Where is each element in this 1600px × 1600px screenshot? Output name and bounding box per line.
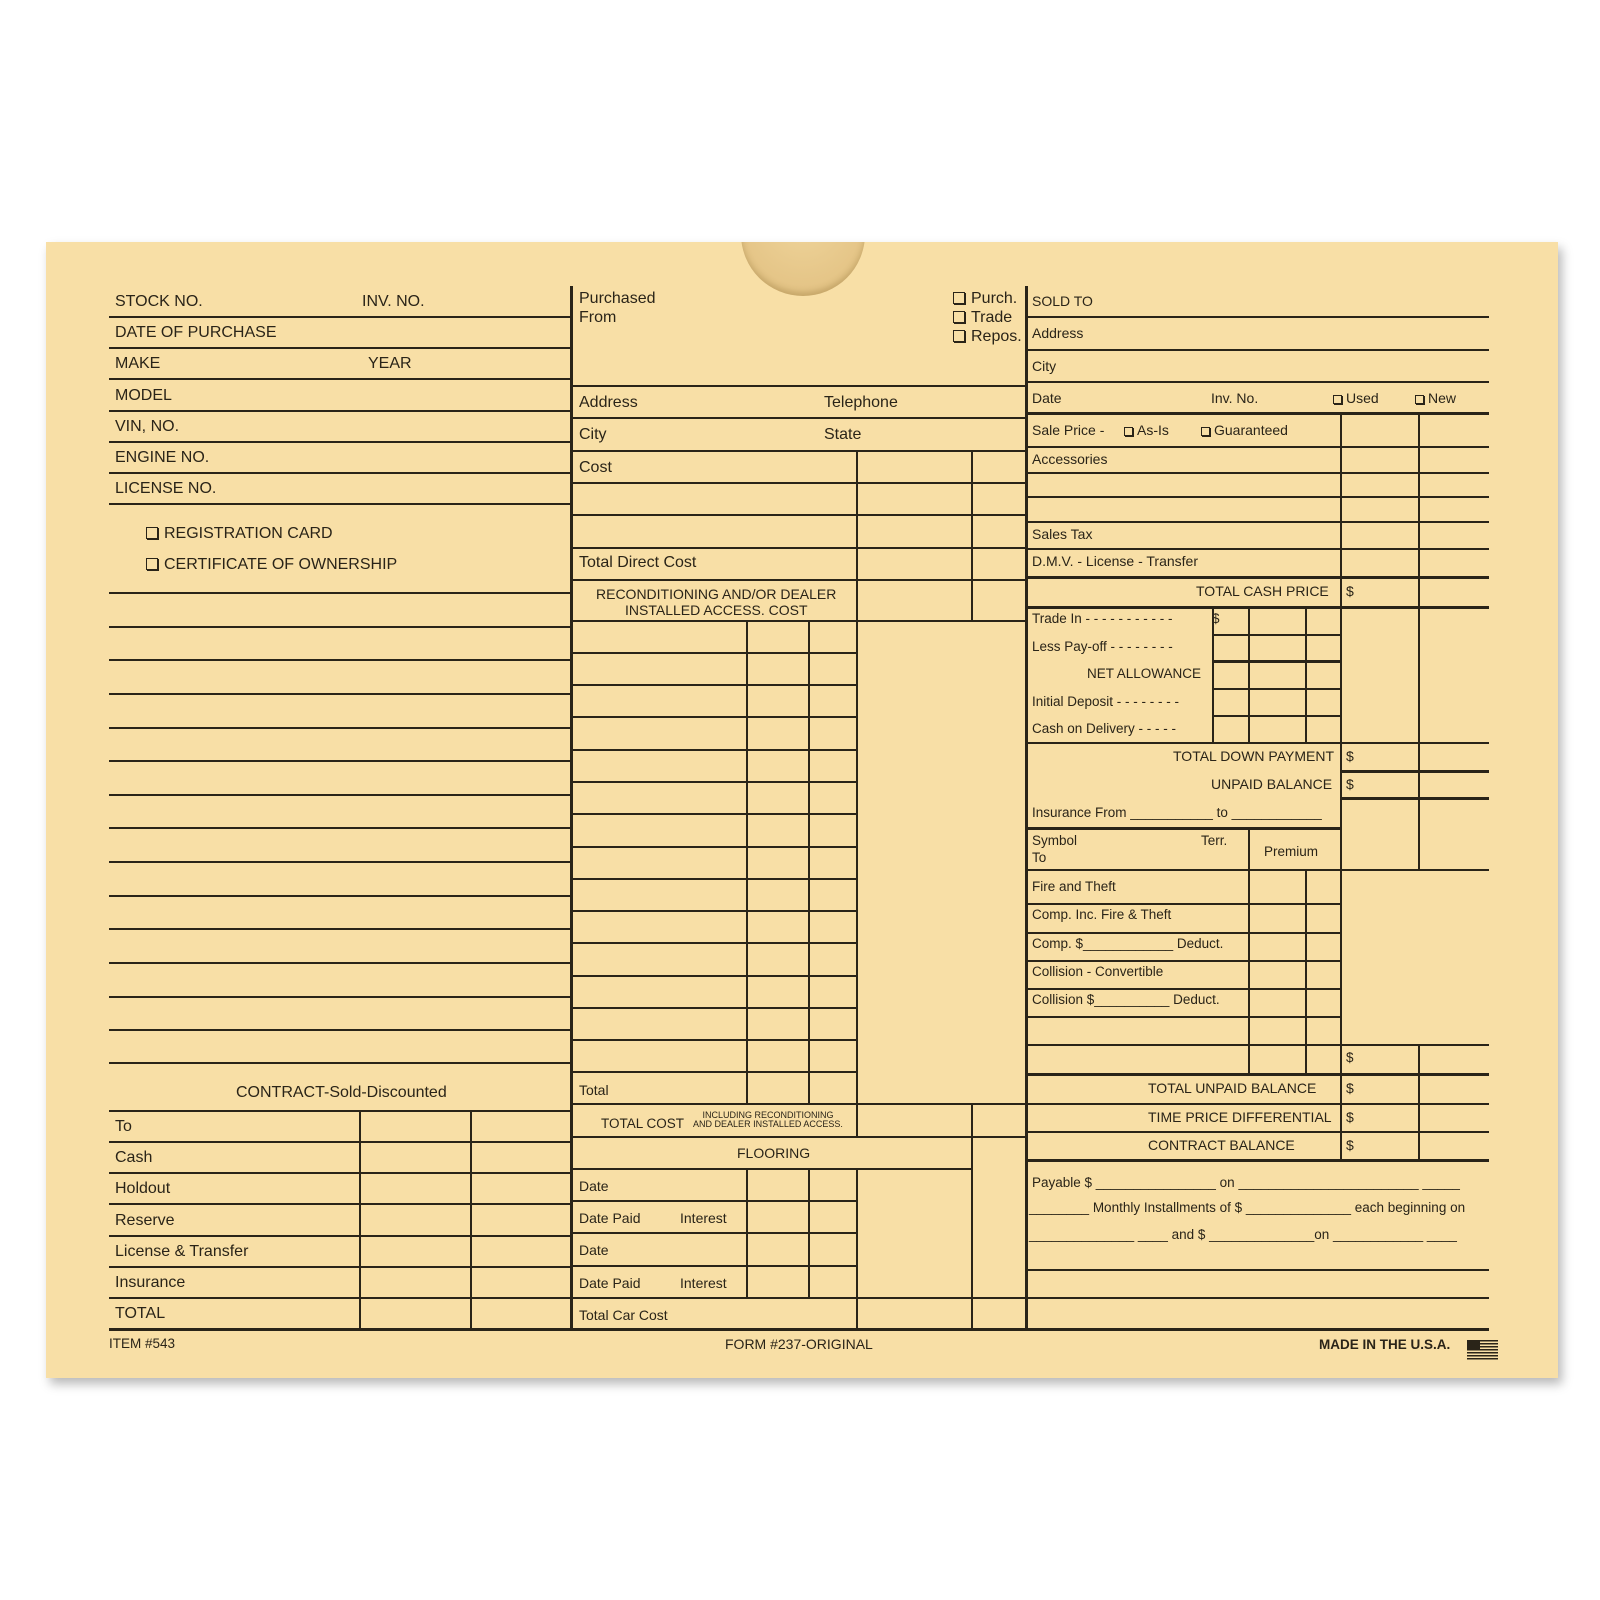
buyer-city-label: City bbox=[1032, 358, 1057, 374]
checkbox-icon bbox=[953, 311, 965, 323]
insurance-from-label: Insurance From ___________ to ____________ bbox=[1032, 805, 1322, 820]
total-cash-price-label: TOTAL CASH PRICE bbox=[1196, 583, 1329, 599]
item-number: ITEM #543 bbox=[109, 1336, 176, 1351]
certificate-of-ownership-label: CERTIFICATE OF OWNERSHIP bbox=[164, 556, 398, 573]
used-label: Used bbox=[1346, 390, 1379, 406]
purch-label: Purch. bbox=[971, 290, 1018, 307]
total-down-payment-label: TOTAL DOWN PAYMENT bbox=[1173, 748, 1335, 764]
trade-label: Trade bbox=[971, 309, 1013, 326]
contract-row-label: To bbox=[115, 1118, 132, 1135]
engine-no-label: ENGINE NO. bbox=[115, 449, 210, 466]
dollar-sign: $ bbox=[1346, 748, 1354, 764]
vin-no-label: VIN, NO. bbox=[115, 418, 180, 435]
recon-heading-line2: INSTALLED ACCESS. COST bbox=[625, 602, 808, 618]
checkbox-icon bbox=[146, 527, 158, 539]
registration-card-label: REGISTRATION CARD bbox=[164, 525, 333, 542]
guaranteed-checkbox[interactable] bbox=[1201, 423, 1288, 437]
contract-row-label: Cash bbox=[115, 1149, 153, 1166]
comp-deduct-label: Comp. $____________ Deduct. bbox=[1032, 936, 1224, 951]
model-label: MODEL bbox=[115, 387, 172, 404]
flooring-date-label: Date bbox=[579, 1242, 609, 1258]
initial-deposit-label: Initial Deposit - - - - - - - - bbox=[1032, 694, 1180, 709]
trade-in-label: Trade In - - - - - - - - - - - bbox=[1032, 611, 1173, 626]
checkbox-icon bbox=[1333, 395, 1342, 404]
address-label: Address bbox=[579, 394, 638, 411]
flooring-heading: FLOORING bbox=[737, 1145, 811, 1161]
repos-checkbox[interactable] bbox=[953, 329, 1022, 345]
telephone-label: Telephone bbox=[824, 394, 898, 411]
state-label: State bbox=[824, 426, 862, 443]
payable-line: Payable $ ________________ on ________________________ _____ bbox=[1032, 1175, 1460, 1190]
as-is-checkbox[interactable] bbox=[1124, 423, 1169, 437]
accessories-label: Accessories bbox=[1032, 451, 1108, 467]
contract-row-label: Reserve bbox=[115, 1212, 175, 1229]
new-label: New bbox=[1428, 390, 1457, 406]
less-payoff-label: Less Pay-off - - - - - - - - bbox=[1032, 639, 1173, 654]
sales-tax-label: Sales Tax bbox=[1032, 526, 1093, 542]
dmv-label: D.M.V. - License - Transfer bbox=[1032, 553, 1198, 569]
stock-no-label: STOCK NO. bbox=[115, 293, 203, 310]
contract-heading: CONTRACT-Sold-Discounted bbox=[236, 1084, 447, 1101]
purchased-label: Purchased bbox=[579, 290, 656, 307]
checkbox-icon bbox=[146, 558, 158, 570]
time-price-differential-label: TIME PRICE DIFFERENTIAL bbox=[1148, 1109, 1332, 1125]
total-cost-note-line1: INCLUDING RECONDITIONING bbox=[702, 1110, 834, 1120]
dollar-sign: $ bbox=[1346, 1050, 1354, 1065]
checkbox-icon bbox=[953, 292, 965, 304]
flooring-date-label: Date bbox=[579, 1178, 609, 1194]
cash-on-delivery-label: Cash on Delivery - - - - - bbox=[1032, 721, 1177, 736]
flooring-date-paid-label: Date Paid bbox=[579, 1210, 641, 1226]
contract-row-label: License & Transfer bbox=[115, 1243, 249, 1260]
checkbox-icon bbox=[1415, 395, 1424, 404]
sold-to-label: SOLD TO bbox=[1032, 293, 1093, 309]
contract-balance-label: CONTRACT BALANCE bbox=[1148, 1137, 1295, 1153]
registration-card-checkbox[interactable] bbox=[146, 526, 333, 542]
monthly-installments-line: ________ Monthly Installments of $ ______________ each beginning on bbox=[1029, 1200, 1466, 1215]
trade-checkbox[interactable] bbox=[953, 310, 1012, 326]
checkbox-icon bbox=[953, 330, 965, 342]
total-car-cost-label: Total Car Cost bbox=[579, 1307, 668, 1323]
used-checkbox[interactable] bbox=[1333, 391, 1379, 405]
flooring-interest-label: Interest bbox=[680, 1210, 727, 1226]
purch-checkbox[interactable] bbox=[953, 291, 1017, 307]
total-cost-note bbox=[693, 1111, 843, 1130]
terr-label: Terr. bbox=[1201, 833, 1228, 848]
from-label: From bbox=[579, 309, 617, 326]
sale-price-label: Sale Price - bbox=[1032, 422, 1105, 438]
total-unpaid-balance-label: TOTAL UNPAID BALANCE bbox=[1148, 1080, 1317, 1096]
symbol-label: Symbol bbox=[1032, 833, 1078, 848]
dollar-sign: $ bbox=[1346, 583, 1354, 599]
dollar-sign: $ bbox=[1212, 611, 1220, 626]
made-in-usa: MADE IN THE U.S.A. bbox=[1319, 1337, 1451, 1352]
inv-no-label: INV. NO. bbox=[362, 293, 425, 310]
date-of-purchase-label: DATE OF PURCHASE bbox=[115, 324, 277, 341]
as-is-label: As-Is bbox=[1137, 422, 1169, 438]
contract-row-label: TOTAL bbox=[115, 1305, 166, 1322]
certificate-of-ownership-checkbox[interactable] bbox=[146, 557, 397, 573]
contract-row-label: Insurance bbox=[115, 1274, 186, 1291]
new-checkbox[interactable] bbox=[1415, 391, 1456, 405]
and-amount-line: ______________ ____ and $ ______________on ____________ ____ bbox=[1029, 1227, 1457, 1242]
recon-total-label: Total bbox=[579, 1082, 609, 1098]
total-cost-note-line2: AND DEALER INSTALLED ACCESS. bbox=[693, 1119, 843, 1130]
unpaid-balance-label: UNPAID BALANCE bbox=[1211, 776, 1333, 792]
checkbox-icon bbox=[1124, 427, 1133, 436]
checkbox-icon bbox=[1201, 427, 1210, 436]
form-number: FORM #237-ORIGINAL bbox=[725, 1336, 873, 1352]
collision-convertible-label: Collision - Convertible bbox=[1032, 964, 1164, 979]
buyer-address-label: Address bbox=[1032, 325, 1084, 341]
city-label: City bbox=[579, 426, 607, 443]
guaranteed-label: Guaranteed bbox=[1214, 422, 1288, 438]
sale-inv-no-label: Inv. No. bbox=[1211, 390, 1259, 406]
collision-deduct-label: Collision $__________ Deduct. bbox=[1032, 992, 1220, 1007]
flooring-date-paid-label: Date Paid bbox=[579, 1275, 641, 1291]
net-allowance-label: NET ALLOWANCE bbox=[1087, 666, 1202, 681]
dollar-sign: $ bbox=[1346, 776, 1354, 792]
recon-heading-line1: RECONDITIONING AND/OR DEALER bbox=[596, 586, 837, 602]
year-label: YEAR bbox=[368, 355, 412, 372]
us-flag-icon bbox=[1467, 1340, 1498, 1360]
dollar-sign: $ bbox=[1346, 1109, 1354, 1125]
total-direct-cost-label: Total Direct Cost bbox=[579, 554, 697, 571]
flooring-interest-label: Interest bbox=[680, 1275, 727, 1291]
comp-inc-label: Comp. Inc. Fire & Theft bbox=[1032, 907, 1172, 922]
license-no-label: LICENSE NO. bbox=[115, 480, 217, 497]
sale-date-label: Date bbox=[1032, 390, 1062, 406]
contract-row-label: Holdout bbox=[115, 1180, 171, 1197]
dollar-sign: $ bbox=[1346, 1137, 1354, 1153]
total-cost-label: TOTAL COST bbox=[601, 1116, 685, 1131]
fire-theft-label: Fire and Theft bbox=[1032, 879, 1116, 894]
make-label: MAKE bbox=[115, 355, 161, 372]
dollar-sign: $ bbox=[1346, 1080, 1354, 1096]
premium-label: Premium bbox=[1264, 844, 1319, 859]
repos-label: Repos. bbox=[971, 328, 1022, 345]
to-label: To bbox=[1032, 850, 1047, 865]
cost-label: Cost bbox=[579, 459, 612, 476]
